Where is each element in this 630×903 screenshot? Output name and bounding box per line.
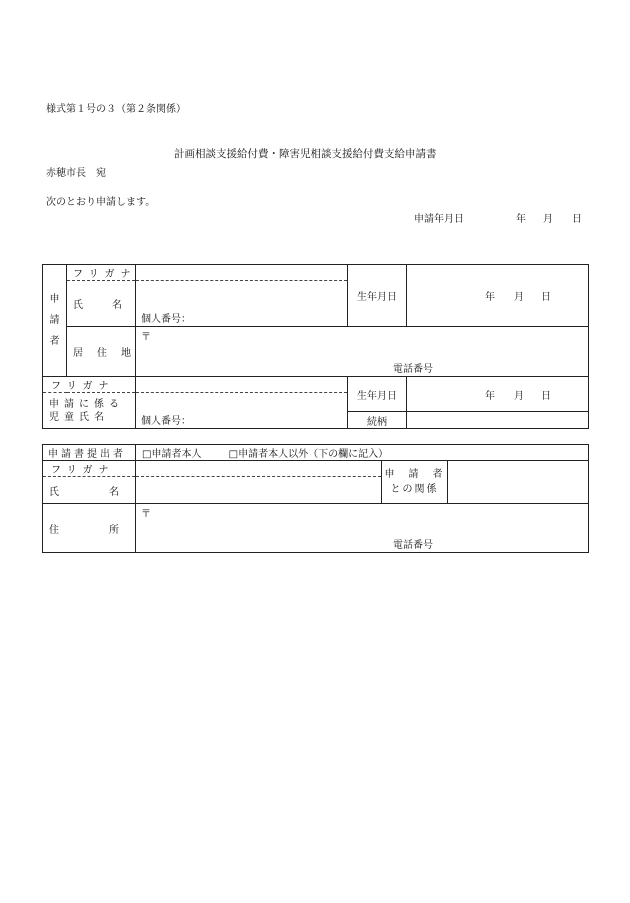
applicant-birth-day: 日: [541, 292, 551, 303]
child-relationship-field[interactable]: [407, 412, 589, 429]
addressee: 赤穂市長 宛: [46, 168, 106, 179]
application-date-year: 年: [516, 214, 526, 225]
applicant-postal-mark: 〒: [141, 332, 151, 343]
child-furigana-field[interactable]: [136, 377, 348, 393]
applicant-birthdate-field[interactable]: [407, 265, 589, 327]
submitter-address-label: 住 所: [43, 504, 136, 553]
application-date-label: 申請年月日: [414, 214, 464, 225]
child-name-label: 申請に係る 児童氏名: [43, 393, 136, 429]
submitter-furigana-field[interactable]: [136, 461, 382, 477]
applicant-birth-month: 月: [514, 292, 524, 303]
form-number: 様式第１号の３（第２条関係）: [46, 104, 186, 115]
applicant-name-label: 氏 名: [67, 281, 136, 327]
document-title: 計画相談支援給付費・障害児相談支援給付費支給申請書: [174, 148, 437, 160]
applicant-phone-label: 電話番号: [393, 364, 433, 375]
applicant-table: [42, 264, 589, 429]
applicant-name-field[interactable]: [136, 281, 348, 327]
child-birthdate-field[interactable]: [407, 377, 589, 412]
submitter-options: [136, 445, 589, 461]
applicant-section-label: 申 請 者: [43, 265, 67, 377]
submitter-label: 申請書提出者: [43, 445, 136, 461]
applicant-birthdate-label: 生年月日: [348, 265, 407, 327]
applicant-birth-year: 年: [485, 292, 495, 303]
submitter-option-self[interactable]: □申請者本人: [142, 449, 202, 460]
child-personal-number-label: 個人番号：: [141, 416, 191, 427]
submitter-relationship-field[interactable]: [448, 461, 589, 504]
submitter-relationship-label: 申 請 者 との関係: [382, 461, 448, 504]
intro-text: 次のとおり申請します。: [46, 197, 156, 208]
application-date-day: 日: [572, 214, 582, 225]
child-birthdate-label: 生年月日: [348, 377, 407, 412]
applicant-furigana-field[interactable]: [136, 265, 348, 281]
applicant-personal-number-label: 個人番号：: [141, 314, 191, 325]
applicant-furigana-label: フリガナ: [67, 265, 136, 281]
submitter-phone-label: 電話番号: [393, 540, 433, 551]
child-birth-day: 日: [541, 391, 551, 402]
submitter-address-field[interactable]: [136, 504, 589, 553]
submitter-furigana-label: フリガナ: [43, 461, 136, 477]
submitter-name-label: 氏 名: [43, 477, 136, 504]
child-birth-year: 年: [485, 391, 495, 402]
submitter-option-other[interactable]: □申請者本人以外（下の欄に記入）: [228, 449, 389, 460]
child-furigana-label: フリガナ: [43, 377, 136, 393]
child-name-field[interactable]: [136, 393, 348, 429]
submitter-table: [42, 444, 589, 553]
submitter-postal-mark: 〒: [141, 509, 151, 520]
child-birth-month: 月: [514, 391, 524, 402]
submitter-name-field[interactable]: [136, 477, 382, 504]
applicant-address-field[interactable]: [136, 327, 589, 377]
child-relationship-label: 続柄: [348, 412, 407, 429]
applicant-address-label: 居 住 地: [67, 327, 136, 377]
application-date-month: 月: [543, 214, 553, 225]
